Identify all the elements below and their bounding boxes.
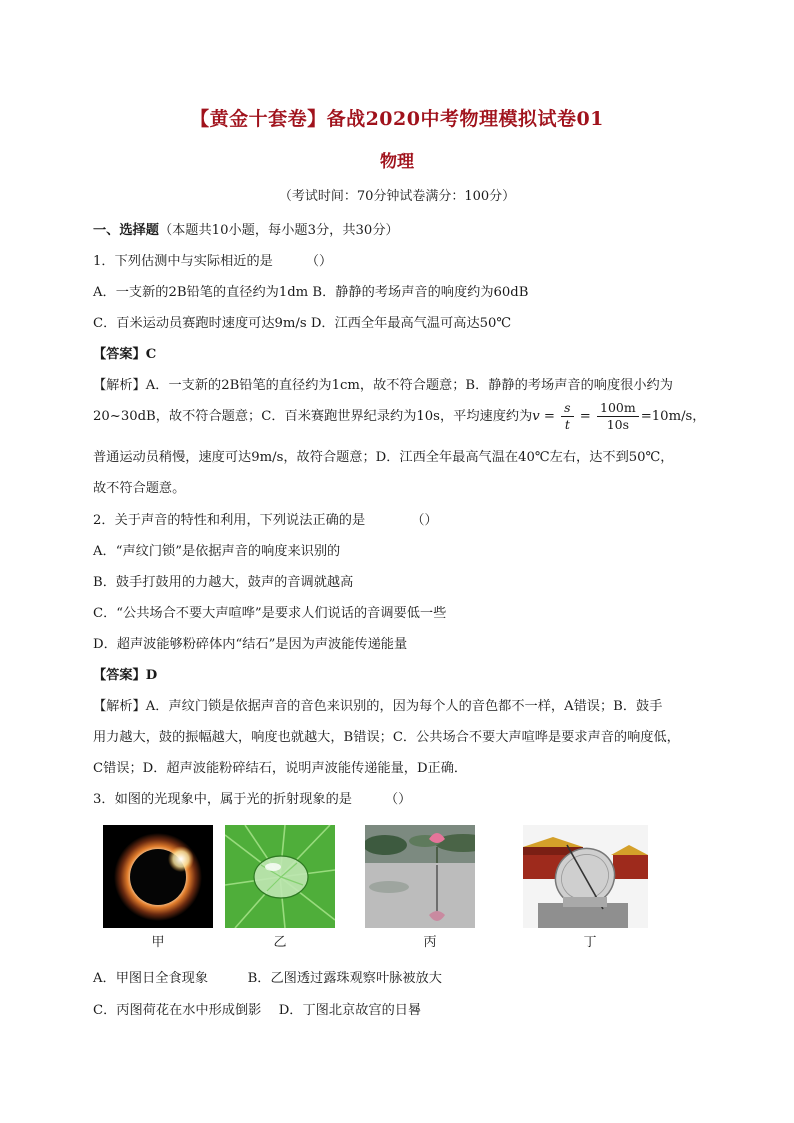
section-heading-label: 一、选择题 [93,223,159,238]
q2-option-c: C．“公共场合不要大声喧哗”是要求人们说话的音调要低一些 [93,606,447,621]
fraction-numerator-100m: 100m [597,400,639,417]
solar-eclipse-image [103,825,213,928]
q2-analysis-line2: 用力越大，鼓的振幅越大，响度也就越大，B错误；C．公共场合不要大声喧哗是要求声音的响度低， [93,730,680,745]
q1-analysis-line4: 故不符合题意。 [93,481,186,496]
equals-sign: = [539,409,560,424]
fraction-numerator: s [561,400,573,417]
q2-analysis-line3: C错误；D．超声波能粉碎结石，说明声波能传递能量，D正确． [93,761,468,776]
subject-subtitle: 物理 [380,152,414,172]
fraction-s-over-t [561,400,573,433]
q2-option-b: B．鼓手打鼓用的力越大，鼓声的音调就越高 [93,575,354,590]
section-heading-note: （本题共10小题，每小题3分，共30分） [158,223,399,238]
dewdrop-leaf-image [225,825,335,928]
q3-options-cd: C．丙图荷花在水中形成倒影 D．丁图北京故宫的日晷 [93,1003,422,1018]
lotus-reflection-image [365,825,475,928]
q1-answer: 【答案】C [93,347,157,362]
sundial-image [523,825,648,928]
fraction-denominator: t [564,417,570,432]
section-heading [93,219,399,238]
caption-ding: 丁 [583,935,597,950]
caption-yi: 乙 [273,935,287,950]
q2-option-d: D．超声波能够粉碎体内“结石”是因为声波能传递能量 [93,637,408,652]
q1-analysis-line3: 普通运动员稍慢，速度可达9m/s，故符合题意；D．江西全年最高气温在40℃左右，达不到50℃， [93,450,674,465]
q1-analysis-text: 20~30dB，故不符合题意；C．百米赛跑世界纪录约为10s，平均速度约为 [93,409,533,424]
q2-option-a: A．“声纹门锁”是依据声音的响度来识别的 [93,544,341,559]
fraction-100m-over-10s [597,400,639,433]
exam-info: （考试时间：70分钟试卷满分：100分） [278,189,516,204]
q1-analysis-line2 [93,400,705,433]
q2-analysis-line1: 【解析】A．声纹门锁是依据声音的音色来识别的，因为每个人的音色都不一样，A错误；B．鼓手 [93,699,663,714]
q2-answer: 【答案】D [93,668,158,683]
caption-jia: 甲 [151,935,165,950]
q2-stem: 2．关于声音的特性和利用，下列说法正确的是 （） [93,513,438,528]
fraction-denominator-10s: 10s [606,417,630,432]
q1-analysis-line1: 【解析】A．一支新的2B铅笔的直径约为1cm，故不符合题意；B．静静的考场声音的响度很小约为 [93,378,673,393]
q3-stem: 3．如图的光现象中，属于光的折射现象的是 （） [93,792,412,807]
equals-sign-2: = [575,409,596,424]
q3-options-ab: A．甲图日全食现象 B．乙图透过露珠观察叶脉被放大 [93,971,442,986]
page-title: 【黄金十套卷】备战2020中考物理模拟试卷01 [190,108,604,130]
caption-bing: 丙 [423,935,437,950]
q1-options-cd: C．百米运动员赛跑时速度可达9m/s D．江西全年最高气温可高达50℃ [93,316,512,331]
q1-options-ab: A．一支新的2B铅笔的直径约为1dm B．静静的考场声音的响度约为60dB [93,285,529,300]
velocity-symbol: v [532,409,540,424]
q1-analysis-result: =10m/s， [640,409,706,424]
q3-figure-row [103,825,648,950]
q1-stem: 1．下列估测中与实际相近的是 （） [93,254,333,269]
